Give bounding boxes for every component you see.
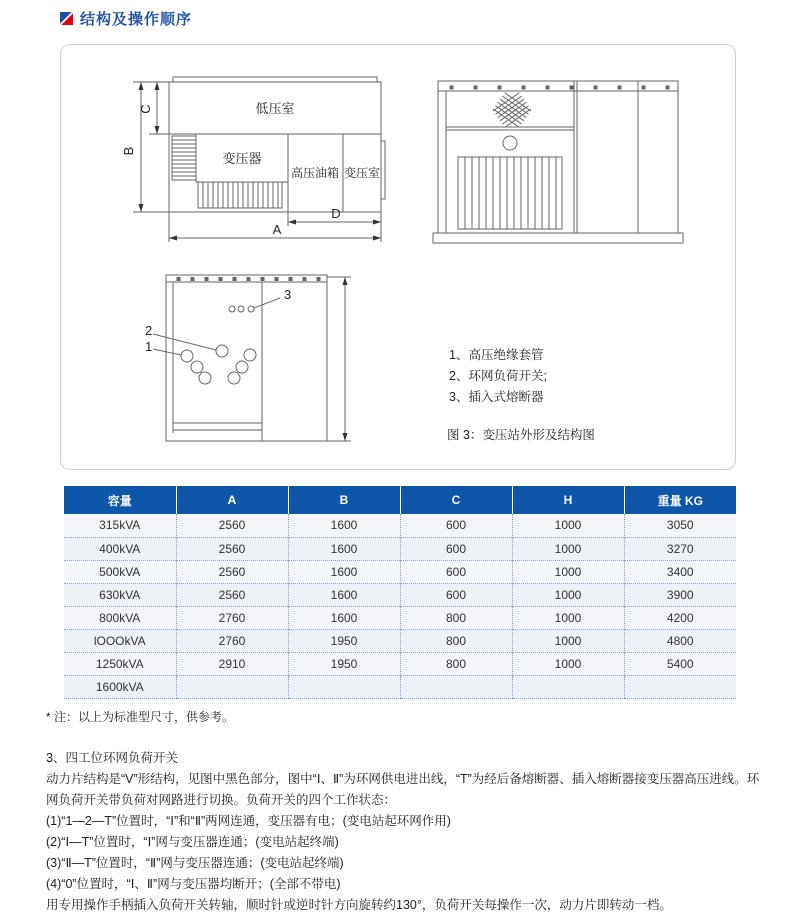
room-label-transformer-room: 变压室 [343, 166, 381, 180]
table-cell [176, 675, 288, 698]
operation-section [46, 748, 762, 916]
table-cell: 3900 [624, 583, 736, 606]
table-cell: 2560 [176, 537, 288, 560]
dim-label-b: B [121, 146, 136, 156]
table-header-cell: 重量 KG [624, 486, 736, 514]
dim-label-a: A [272, 222, 282, 237]
table-cell: 500kVA [64, 560, 176, 583]
table-cell: 1000 [512, 514, 624, 537]
body-line: 用专用操作手柄插入负荷开关转轴，顺时针或逆时针方向旋转约130°，负荷开关每操作一次，动力片即转动一档。 [46, 898, 672, 912]
table-cell: 4200 [624, 606, 736, 629]
body-line: (3)“Ⅱ—T”位置时，“Ⅱ”网与变压器连通；(变电站起终端) [46, 856, 344, 870]
table-cell: 1600 [288, 583, 400, 606]
table-cell: 2560 [176, 560, 288, 583]
table-cell: 315kVA [64, 514, 176, 537]
ventilation-hatch-icon [493, 93, 531, 128]
table-cell: 1600 [288, 560, 400, 583]
table-cell: 1600 [288, 514, 400, 537]
table-cell: 600 [400, 537, 512, 560]
table-cell [400, 675, 512, 698]
table-cell: 800kVA [64, 606, 176, 629]
legend-item: 2、环网负荷开关; [449, 369, 547, 383]
table-cell: 600 [400, 560, 512, 583]
table-header-cell: 容量 [64, 486, 176, 514]
room-label-hv-oil-tank: 高压油箱 [290, 166, 340, 180]
table-cell [288, 675, 400, 698]
bolt-row [177, 278, 320, 281]
table-cell: 2760 [176, 629, 288, 652]
table-cell: 800 [400, 606, 512, 629]
table-row [64, 606, 736, 629]
table-cell [512, 675, 624, 698]
table-cell: 3400 [624, 560, 736, 583]
dim-label-c: C [138, 104, 153, 114]
legend-item: 3、插入式熔断器 [449, 390, 544, 404]
table-row [64, 537, 736, 560]
table-cell: 1600 [288, 537, 400, 560]
operation-paragraphs [46, 769, 762, 916]
table-cell: 2910 [176, 652, 288, 675]
page-header [60, 8, 192, 29]
table-cell: 1250kVA [64, 652, 176, 675]
legend-list [449, 345, 547, 408]
page-title: 结构及操作顺序 [80, 11, 193, 28]
table-cell: 400kVA [64, 537, 176, 560]
table-cell: 1000 [512, 537, 624, 560]
section-heading: 3、四工位环网负荷开关 [46, 751, 178, 765]
legend-item: 1、高压绝缘套管 [449, 348, 544, 362]
table-cell: 1000 [512, 560, 624, 583]
front-view-drawing [426, 67, 721, 262]
table-cell: 2560 [176, 514, 288, 537]
table-header-cell: C [400, 486, 512, 514]
body-line: (2)“Ⅰ—T”位置时，“Ⅰ”网与变压器连通；(变电站起终端) [46, 835, 339, 849]
size-table-body [64, 514, 736, 698]
table-row [64, 514, 736, 537]
table-header-cell: A [176, 486, 288, 514]
bolt-row [450, 86, 669, 89]
table-cell: 1000 [512, 606, 624, 629]
callout-3: 3 [284, 287, 292, 302]
table-cell: 2560 [176, 583, 288, 606]
table-cell: 630kVA [64, 583, 176, 606]
table-row [64, 675, 736, 698]
table-cell: 1000 [512, 652, 624, 675]
louver-door [465, 157, 556, 229]
dim-label-d: D [331, 206, 341, 221]
table-cell: 600 [400, 583, 512, 606]
table-cell: 4800 [624, 629, 736, 652]
table-cell: 800 [400, 629, 512, 652]
table-cell: 1950 [288, 652, 400, 675]
rear-view-drawing [131, 265, 371, 465]
table-row [64, 583, 736, 606]
table-cell: lOOOkVA [64, 629, 176, 652]
table-cell: 1600 [288, 606, 400, 629]
table-cell: 3050 [624, 514, 736, 537]
body-line: (1)“1—2—T”位置时，“Ⅰ”和“Ⅱ”两网连通，变压器有电；(变电站起环网作用) [46, 814, 451, 828]
hatch-vertical [203, 182, 278, 208]
table-header-cell: H [512, 486, 624, 514]
table-row [64, 560, 736, 583]
table-cell: 1600kVA [64, 675, 176, 698]
table-header-cell: B [288, 486, 400, 514]
table-cell: 1000 [512, 629, 624, 652]
figure-caption: 图 3：变压站外形及结构图 [447, 428, 595, 442]
table-cell: 600 [400, 514, 512, 537]
hatch-horizontal [172, 140, 196, 176]
table-note: * 注：以上为标准型尺寸，供参考。 [46, 710, 235, 724]
body-line: 动力片结构是“V”形结构，见图中黑色部分，图中“Ⅰ、Ⅱ”为环网供电进出线，“T”为经后备熔断器、插入熔断器接变压器高压进线。环网负荷开关带负荷对网路进行切换。负荷开关的四个工作状态： [46, 772, 760, 807]
plan-view-drawing [119, 61, 424, 256]
table-cell: 5400 [624, 652, 736, 675]
table-cell: 800 [400, 652, 512, 675]
table-cell [624, 675, 736, 698]
table-cell: 1000 [512, 583, 624, 606]
room-label-transformer: 变压器 [222, 151, 262, 166]
dimensions-table [64, 486, 736, 699]
section-marker-icon [60, 12, 73, 25]
table-cell: 1950 [288, 629, 400, 652]
table-cell: 3270 [624, 537, 736, 560]
callout-1: 1 [145, 339, 153, 354]
table-row [64, 652, 736, 675]
table-row [64, 629, 736, 652]
table-header-row [64, 486, 736, 514]
room-label-low-voltage: 低压室 [255, 101, 295, 116]
callout-2: 2 [145, 323, 153, 338]
table-cell: 2760 [176, 606, 288, 629]
body-line: (4)“0”位置时，“Ⅰ、Ⅱ”网与变压器均断开；(全部不带电) [46, 877, 341, 891]
figure-panel [60, 44, 736, 470]
